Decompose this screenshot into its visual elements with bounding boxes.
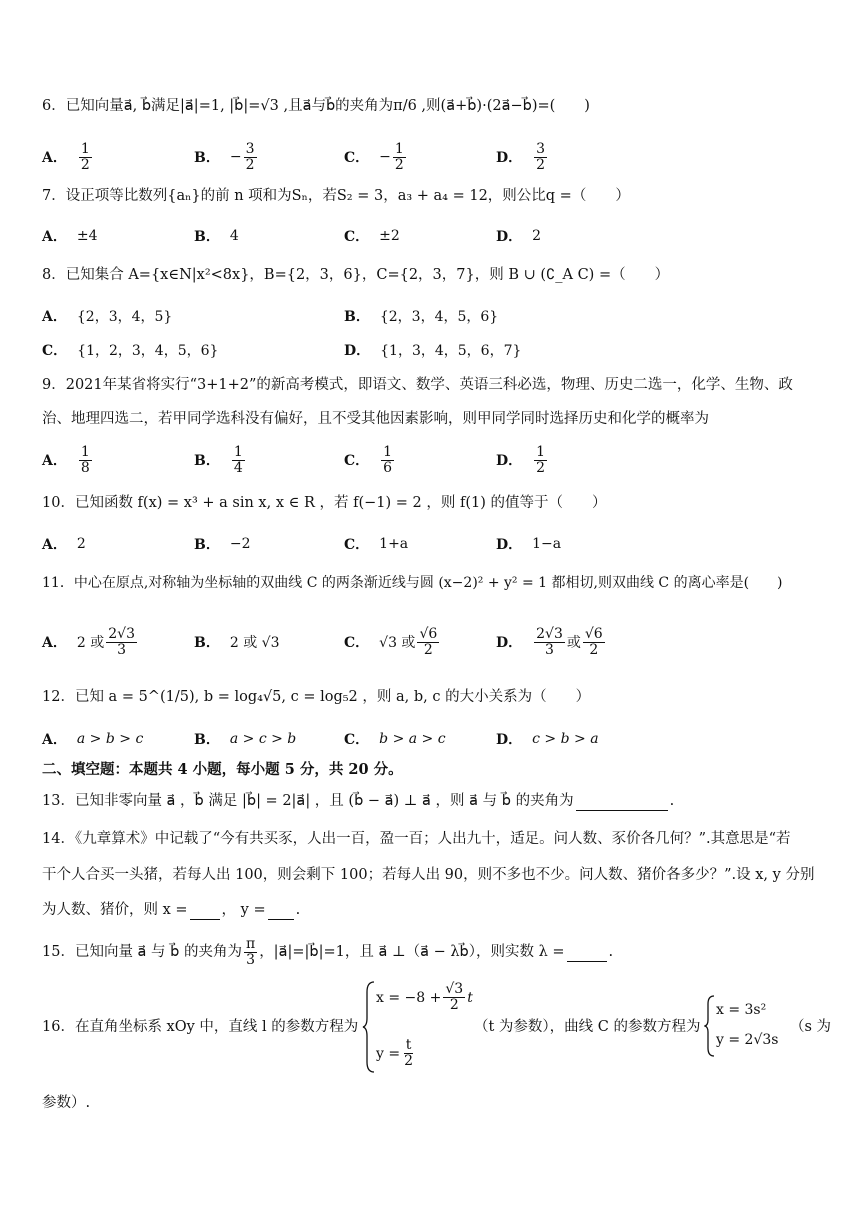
option-d[interactable]: D． $\frac{1}{2}$ <box>496 443 546 476</box>
question-10: 10．已知函数 f(x) = x³ + a sin x, x ∈ R ，若 f(−1) = 2 ，则 f(1) 的值等于（ ） <box>42 495 607 511</box>
option-d[interactable]: D． 1−a <box>496 536 562 553</box>
question-8-options-row2 <box>42 333 842 367</box>
left-brace-2 <box>704 994 716 1058</box>
option-d[interactable]: D． {1，3，4，5，6，7} <box>344 343 522 359</box>
question-14-line3: 为人数、猪价，则 x = ， y = . <box>42 899 300 920</box>
question-16-tail: （s 为 <box>790 1019 832 1035</box>
fraction: $\frac{2√3}{3}$ <box>108 625 135 658</box>
fraction: $\frac{1}{2}$ <box>394 140 404 173</box>
question-9-line1: 9．2021年某省将实行“3+1+2”的新高考模式，即语文、数学、英语三科必选，物理、历史二选一，化学、生物、政 <box>42 377 793 393</box>
curve-equation-x: x = 3s² <box>716 1002 767 1018</box>
option-b[interactable]: B． {2，3，4，5，6} <box>344 309 499 325</box>
question-8: 8．已知集合 A={x∈N|x²<8x}，B={2，3，6}，C={2，3，7}，则 B ∪ (∁_A C) =（ ） <box>42 267 670 283</box>
fraction: $\frac{√6}{2}$ <box>419 625 438 658</box>
curve-equation-y: y = 2√3s <box>716 1032 779 1048</box>
answer-blank-y[interactable] <box>268 899 294 920</box>
question-9-line2: 治、地理四选二，若甲同学选科没有偏好，且不受其他因素影响，则甲同学同时选择历史和化学的概率为 <box>42 411 709 427</box>
option-b[interactable]: B． −2 <box>194 536 251 553</box>
option-d[interactable]: D． c > b > a <box>496 731 599 748</box>
fraction: $\frac{2√3}{3}$ <box>536 625 563 658</box>
option-a[interactable]: A． ±4 <box>42 228 98 245</box>
fraction: $\frac{√3}{2}$ <box>445 981 464 1013</box>
option-d[interactable]: D． 2 <box>496 228 542 245</box>
option-a[interactable]: A． {2，3，4，5} <box>42 309 173 325</box>
question-14-line1: 14．《九章算术》中记载了“今有共买豕，人出一百，盈一百；人出九十，适足。问人数、豕价各几何？”.其意思是“若 <box>42 831 791 847</box>
option-c[interactable]: C． 1+a <box>344 536 409 553</box>
question-16-middle: （t 为参数），曲线 C 的参数方程为 <box>474 1019 701 1035</box>
section-heading: 二、填空题：本题共 4 小题，每小题 5 分，共 20 分。 <box>42 761 403 778</box>
option-d[interactable]: D． $\frac{3}{2}$ <box>496 140 546 173</box>
fraction: $\frac{3}{2}$ <box>536 140 546 173</box>
line-equation-x: x = −8 + $\frac{√3}{2}$ t <box>376 981 473 1013</box>
fraction: $\frac{1}{4}$ <box>233 443 243 476</box>
option-b[interactable]: B． a > c > b <box>194 731 297 748</box>
option-b[interactable]: B． 2 或 √3 <box>194 635 280 651</box>
question-13: 13．已知非零向量 a⃗ ，b⃗ 满足 |b⃗| = 2|a⃗| ，且 (b⃗ − a⃗) ⊥ a⃗ ，则 a⃗ 与 b⃗ 的夹角为 . <box>42 790 674 811</box>
fraction: $\frac{t}{2}$ <box>404 1037 414 1069</box>
question-12: 12．已知 a = 5^(1/5), b = log₄√5, c = log₅2 ，则 a, b, c 的大小关系为（ ） <box>42 689 591 705</box>
option-c[interactable]: C． √3 或 $\frac{√6}{2}$ <box>344 625 438 658</box>
question-8-options-row1 <box>42 299 842 333</box>
question-11: 11．中心在原点,对称轴为坐标轴的双曲线 C 的两条渐近线与圆 (x−2)² + y² = 1 都相切,则双曲线 C 的离心率是( ) <box>42 575 783 591</box>
fraction: $\frac{1}{8}$ <box>80 443 90 476</box>
question-12-options <box>42 722 842 756</box>
question-6: 6．已知向量a⃗, b⃗满足|a⃗|=1, |b⃗|=√3 ,且a⃗与b⃗的夹角为π/6 ,则(a⃗+b⃗)·(2a⃗−b⃗)=( ) <box>42 98 590 114</box>
option-a[interactable]: A． 2 或 $\frac{2√3}{3}$ <box>42 625 135 658</box>
question-15: 15．已知向量 a⃗ 与 b⃗ 的夹角为 $\frac{\pi}{3}$ ，|a⃗|=|b⃗|=1，且 a⃗ ⊥（a⃗ − λb⃗），则实数 λ = . <box>42 935 614 968</box>
question-11-options <box>42 622 842 662</box>
answer-blank[interactable] <box>567 943 607 962</box>
question-16-intro: 16．在直角坐标系 xOy 中，直线 l 的参数方程为 <box>42 1019 359 1035</box>
fraction: $\frac{3}{2}$ <box>245 140 255 173</box>
question-6-options <box>42 140 842 174</box>
question-7: 7．设正项等比数列{aₙ}的前 n 项和为Sₙ，若S₂ = 3，a₃ + a₄ = 12，则公比q =（ ） <box>42 188 630 204</box>
line-equation-y: y = $\frac{t}{2}$ <box>376 1037 414 1069</box>
option-a[interactable]: A． $\frac{1}{8}$ <box>42 443 90 476</box>
option-b[interactable]: B． 4 <box>194 228 239 245</box>
fraction: $\frac{√6}{2}$ <box>584 625 603 658</box>
option-a[interactable]: A． a > b > c <box>42 731 144 748</box>
fraction: $\frac{\pi}{3}$ <box>245 935 256 968</box>
answer-blank-x[interactable] <box>190 899 220 920</box>
fraction: $\frac{1}{2}$ <box>80 140 90 173</box>
option-a[interactable]: A． 2 <box>42 536 86 553</box>
question-10-options <box>42 527 842 561</box>
left-brace-1 <box>362 980 376 1074</box>
option-b[interactable]: B． $\frac{1}{4}$ <box>194 443 243 476</box>
answer-blank[interactable] <box>576 790 668 811</box>
fraction: $\frac{1}{6}$ <box>383 443 393 476</box>
question-7-options <box>42 219 842 253</box>
question-16-end: 参数）. <box>42 1095 91 1111</box>
option-c[interactable]: C． $\frac{1}{6}$ <box>344 443 393 476</box>
option-b[interactable]: B． − $\frac{3}{2}$ <box>194 140 255 173</box>
option-c[interactable]: C． {1，2，3，4，5，6} <box>42 343 219 359</box>
option-c[interactable]: C． ±2 <box>344 228 400 245</box>
question-14-line2: 干个人合买一头猪，若每人出 100，则会剩下 100；若每人出 90，则不多也不少。问人数、猪价各多少？”.设 x, y 分别 <box>42 867 815 883</box>
option-a[interactable]: A． $\frac{1}{2}$ <box>42 140 90 173</box>
fraction: $\frac{1}{2}$ <box>536 443 546 476</box>
option-c[interactable]: C． − $\frac{1}{2}$ <box>344 140 404 173</box>
question-9-options <box>42 443 842 477</box>
option-c[interactable]: C． b > a > c <box>344 731 446 748</box>
option-d[interactable]: D． $\frac{2√3}{3}$ 或 $\frac{√6}{2}$ <box>496 625 603 658</box>
